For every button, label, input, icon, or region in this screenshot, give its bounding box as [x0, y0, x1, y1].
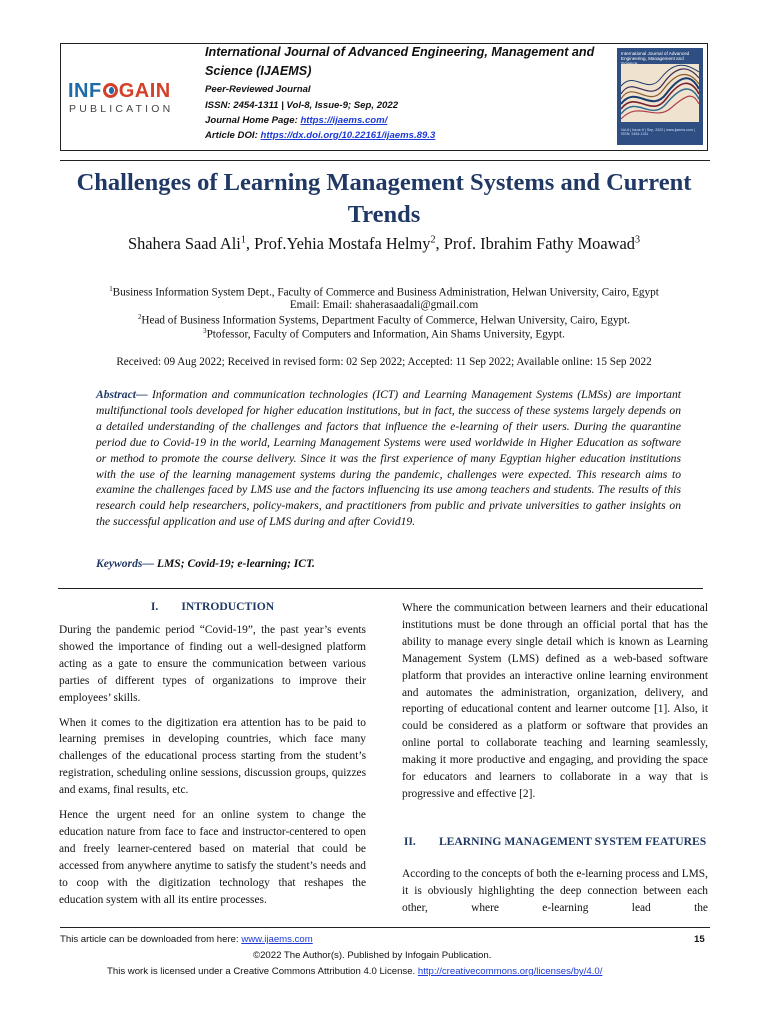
abstract-label: Abstract — [96, 388, 136, 401]
footer-license-link[interactable]: http://creativecommons.org/licenses/by/4.0/ — [417, 966, 603, 977]
footer-download-line — [60, 934, 313, 945]
keywords-text: LMS; Covid-19; e-learning; ICT. — [156, 557, 315, 570]
affiliation-text: Business Information System Dept., Faculty of Commerce and Business Administration, Helwan University, Cairo, Egypt — [112, 286, 659, 299]
affiliation-mark: 3 — [203, 327, 207, 335]
page-number: 15 — [694, 934, 705, 945]
abstract-text: Information and communication technologies (ICT) and Learning Management Systems (LMSs) are important multifunctional tools developed for higher education institutions, but in fact, the success of these systems largely depends on a detailed understanding of the challenges and factors that influence the e-learning of their users. During the quarantine period due to Covid-19 in the world, Learning Management Systems were used worldwide in Higher Education as software or method to promote the course delivery. Since it was the first experience of many Egyptian higher education institutions with the use of the learning management systems during the pandemic, challenges were expected. This research aims to examine the challenges faced by LMS use and the factors influencing its use among teachers and students. The results of this research could help researchers, policy-makers, and practitioners from public and private universities to gather insights on the successful application and use of LMS during and after Covid19. — [96, 388, 681, 529]
homepage-label: Journal Home Page: — [205, 115, 301, 126]
abstract — [96, 387, 681, 530]
logo-text-part1: INF — [68, 80, 102, 102]
body-paragraph: Hence the urgent need for an online system to change the education nature from face to face and instructor-centered to open and freely learner-centered based on material that could be accessed from anywhere anytime to satisfy the student’s needs and to coop with the digitization technology that reshapes the education system with all its entire processes. — [59, 809, 366, 906]
infogain-logo — [68, 80, 188, 120]
section-heading-introduction: I. INTRODUCTION — [150, 600, 275, 613]
right-column — [402, 600, 708, 803]
cover-title: International Journal of Advanced Engineering, Management and — [621, 51, 690, 62]
body-paragraph: According to the concepts of both the e-learning process and LMS, it is obviously highlighting the deep connection between each other, where e-learning lead the — [402, 868, 708, 914]
body-paragraph: When it comes to the digitization era attention has to be paid to learning premises in developing countries, which face many challenges of the educational process starting from the student’s registration, scheduling online sessions, discussion groups, quizzes and exams, final results, etc. — [59, 716, 366, 797]
globe-icon — [103, 83, 118, 98]
cover-artwork — [621, 64, 699, 122]
cover-footer: Vol-8 | Issue-9 | Sep, 2022 | www.ijaems.com | ISSN: 2454-1311 — [621, 128, 695, 137]
footer-copyright: ©2022 The Author(s). Published by Infogain Publication. — [253, 950, 492, 961]
header-divider — [60, 160, 710, 161]
affiliation-mark: 1 — [109, 285, 113, 293]
homepage-line — [205, 115, 387, 126]
journal-cover-image — [617, 48, 703, 145]
footer-license-text: This work is licensed under a Creative Commons Attribution 4.0 License. — [107, 966, 418, 977]
logo-tagline: PUBLICATION — [69, 103, 174, 115]
affiliation-mark: 2 — [137, 313, 142, 321]
affiliation-2 — [40, 313, 728, 327]
abstract-dash: — — [135, 388, 152, 401]
section-heading-lms-features: II. LEARNING MANAGEMENT SYSTEM FEATURES — [403, 835, 707, 848]
author-list — [40, 234, 728, 254]
doi-link[interactable]: https://dx.doi.org/10.22161/ijaems.89.3 — [260, 130, 436, 141]
author-email: Email: Email: shaherasaadali@gmail.com — [289, 299, 479, 311]
keywords-dash: — — [142, 557, 157, 570]
author-name: Prof.Yehia Mostafa Helmy — [254, 234, 431, 253]
body-paragraph: Where the communication between learners and their educational institutions must be done through an official portal that has the ability to manage every single detail which is known as Learning Management System (LMS) defined as a web-based software platform that provides an interactive online learning environment and automates the administration, organization, delivery, and reporting of educational content and learner outcome [1]. Also, it could be considered as a platform or software that provides an online portal to collaborate teaching and learning seamlessly, making it more productive and engaging, and providing the space for educators and learners to collaborate in a way that is progressive and effective [2]. — [402, 602, 708, 800]
peer-reviewed-label: Peer-Reviewed Journal — [205, 84, 311, 95]
author-affiliation-mark: 3 — [634, 234, 641, 246]
affiliation-1 — [40, 285, 728, 299]
section2-text — [402, 866, 708, 917]
author-name: Shahera Saad Ali — [127, 234, 241, 253]
author-affiliation-mark: 2 — [430, 234, 436, 246]
abstract-divider — [58, 588, 703, 589]
doi-line — [205, 130, 435, 141]
footer-license-line — [107, 966, 602, 977]
footer-divider — [60, 927, 710, 928]
cover-swirl-art — [621, 64, 699, 122]
author-affiliation-mark: 1 — [240, 234, 246, 246]
received-dates: Received: 09 Aug 2022; Received in revised form: 02 Sep 2022; Accepted: 11 Sep 2022; Available online: 15 Sep 2022 — [116, 356, 652, 368]
journal-title-line2: Science (IJAEMS) — [205, 64, 312, 78]
issn-line: ISSN: 2454-1311 | Vol-8, Issue-9; Sep, 2022 — [205, 100, 399, 111]
author-separator: , — [435, 234, 444, 253]
keywords-label: Keywords — [96, 557, 143, 570]
homepage-link[interactable]: https://ijaems.com/ — [300, 115, 388, 126]
affiliation-3 — [40, 327, 728, 341]
author-name: Prof. Ibrahim Fathy Moawad — [443, 234, 635, 253]
footer-download-link[interactable]: www.ijaems.com — [241, 934, 313, 945]
affiliation-text: Head of Business Information Systems, Department Faculty of Commerce, Helwan University, Cairo, Egypt. — [141, 314, 631, 327]
journal-title-line1: International Journal of Advanced Engineering, Management and — [205, 45, 595, 59]
doi-label: Article DOI: — [205, 130, 261, 141]
author-separator: , — [245, 234, 255, 253]
affiliation-text: Ptofessor, Faculty of Computers and Information, Ain Shams University, Egypt. — [206, 328, 565, 341]
left-column — [59, 622, 366, 909]
body-paragraph: During the pandemic period “Covid-19”, the past year’s events showed the importance of finding out a well-designed platform acting as a gate to ensure the communication between various parties of different types of organizations to improve their employees’ skills. — [59, 624, 366, 704]
paper-title: Challenges of Learning Management Systems and Current Trends — [76, 169, 692, 228]
logo-text-part2: GAIN — [118, 80, 171, 102]
footer-download-label: This article can be downloaded from here: — [60, 934, 242, 945]
keywords — [96, 557, 315, 570]
